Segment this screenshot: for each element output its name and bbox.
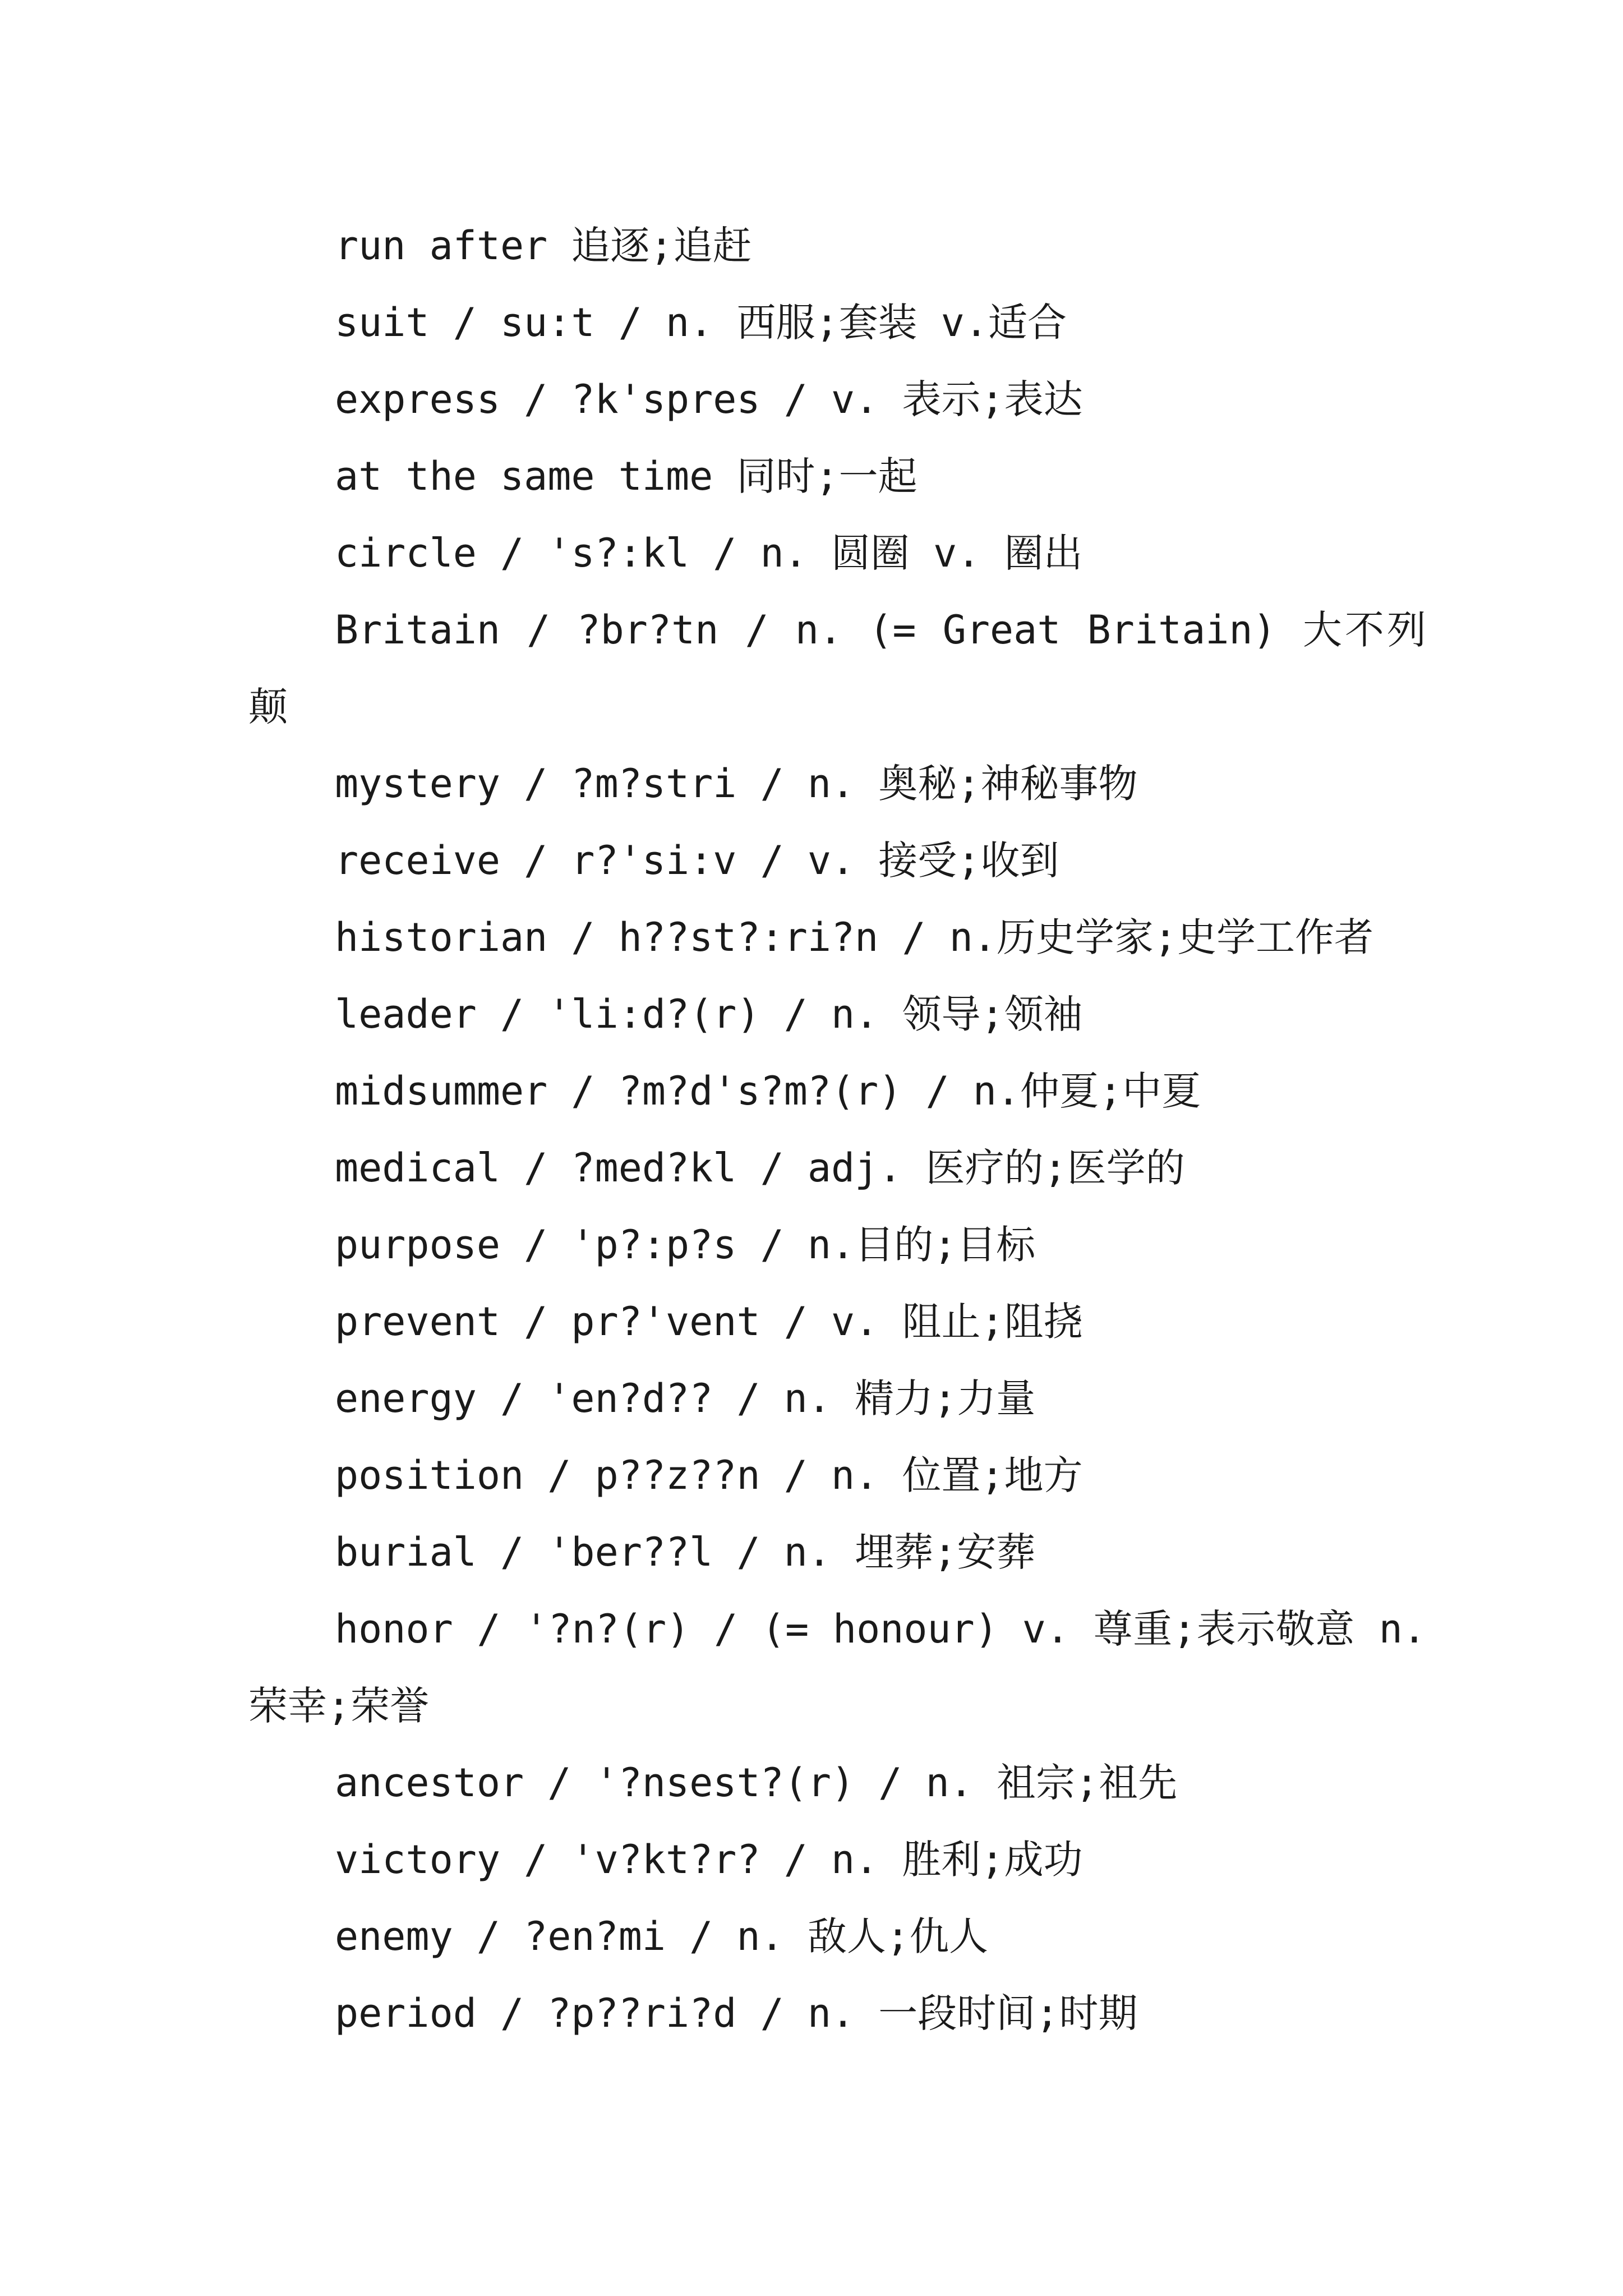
vocab-entry: enemy / ?en?mi / n. 敌人;仇人: [335, 1913, 989, 1959]
vocab-entry: position / p??z??n / n. 位置;地方: [335, 1452, 1083, 1498]
vocab-entry: ancestor / '?nsest?(r) / n. 祖宗;祖先: [335, 1760, 1178, 1806]
vocab-entry: leader / 'li:d?(r) / n. 领导;领袖: [335, 991, 1083, 1037]
vocab-entry: prevent / pr?'vent / v. 阻止;阻挠: [335, 1299, 1083, 1345]
vocab-entry: energy / 'en?d?? / n. 精力;力量: [335, 1375, 1036, 1421]
vocab-entry: burial / 'ber??l / n. 埋葬;安葬: [335, 1529, 1036, 1575]
vocab-entry: purpose / 'p?:p?s / n.目的;目标: [335, 1222, 1036, 1268]
vocab-entry: midsummer / ?m?d's?m?(r) / n.仲夏;中夏: [335, 1068, 1201, 1114]
vocab-entry: run after 追逐;追赶: [335, 223, 752, 269]
vocab-entry: receive / r?'si:v / v. 接受;收到: [335, 838, 1059, 884]
vocabulary-list: [248, 208, 1426, 2052]
vocab-entry: historian / h??st?:ri?n / n.历史学家;史学工作者: [335, 914, 1374, 960]
vocab-entry: suit / su:t / n. 西服;套装 v.适合: [335, 300, 1067, 346]
vocab-entry: honor / '?n?(r) / (= honour) v. 尊重;表示敬意 n. 荣幸;荣誉: [248, 1606, 1426, 1729]
vocab-entry: victory / 'v?kt?r? / n. 胜利;成功: [335, 1837, 1083, 1883]
vocab-entry: circle / 's?:kl / n. 圆圈 v. 圈出: [335, 530, 1083, 576]
vocab-entry: at the same time 同时;一起: [335, 453, 917, 499]
vocab-entry: period / ?p??ri?d / n. 一段时间;时期: [335, 1990, 1138, 2036]
vocab-entry: medical / ?med?kl / adj. 医疗的;医学的: [335, 1145, 1185, 1191]
vocab-entry: mystery / ?m?stri / n. 奥秘;神秘事物: [335, 761, 1138, 807]
vocab-entry: express / ?k'spres / v. 表示;表达: [335, 376, 1083, 422]
vocab-entry: Britain / ?br?tn / n. (= Great Britain) 大不列颠: [248, 607, 1426, 730]
